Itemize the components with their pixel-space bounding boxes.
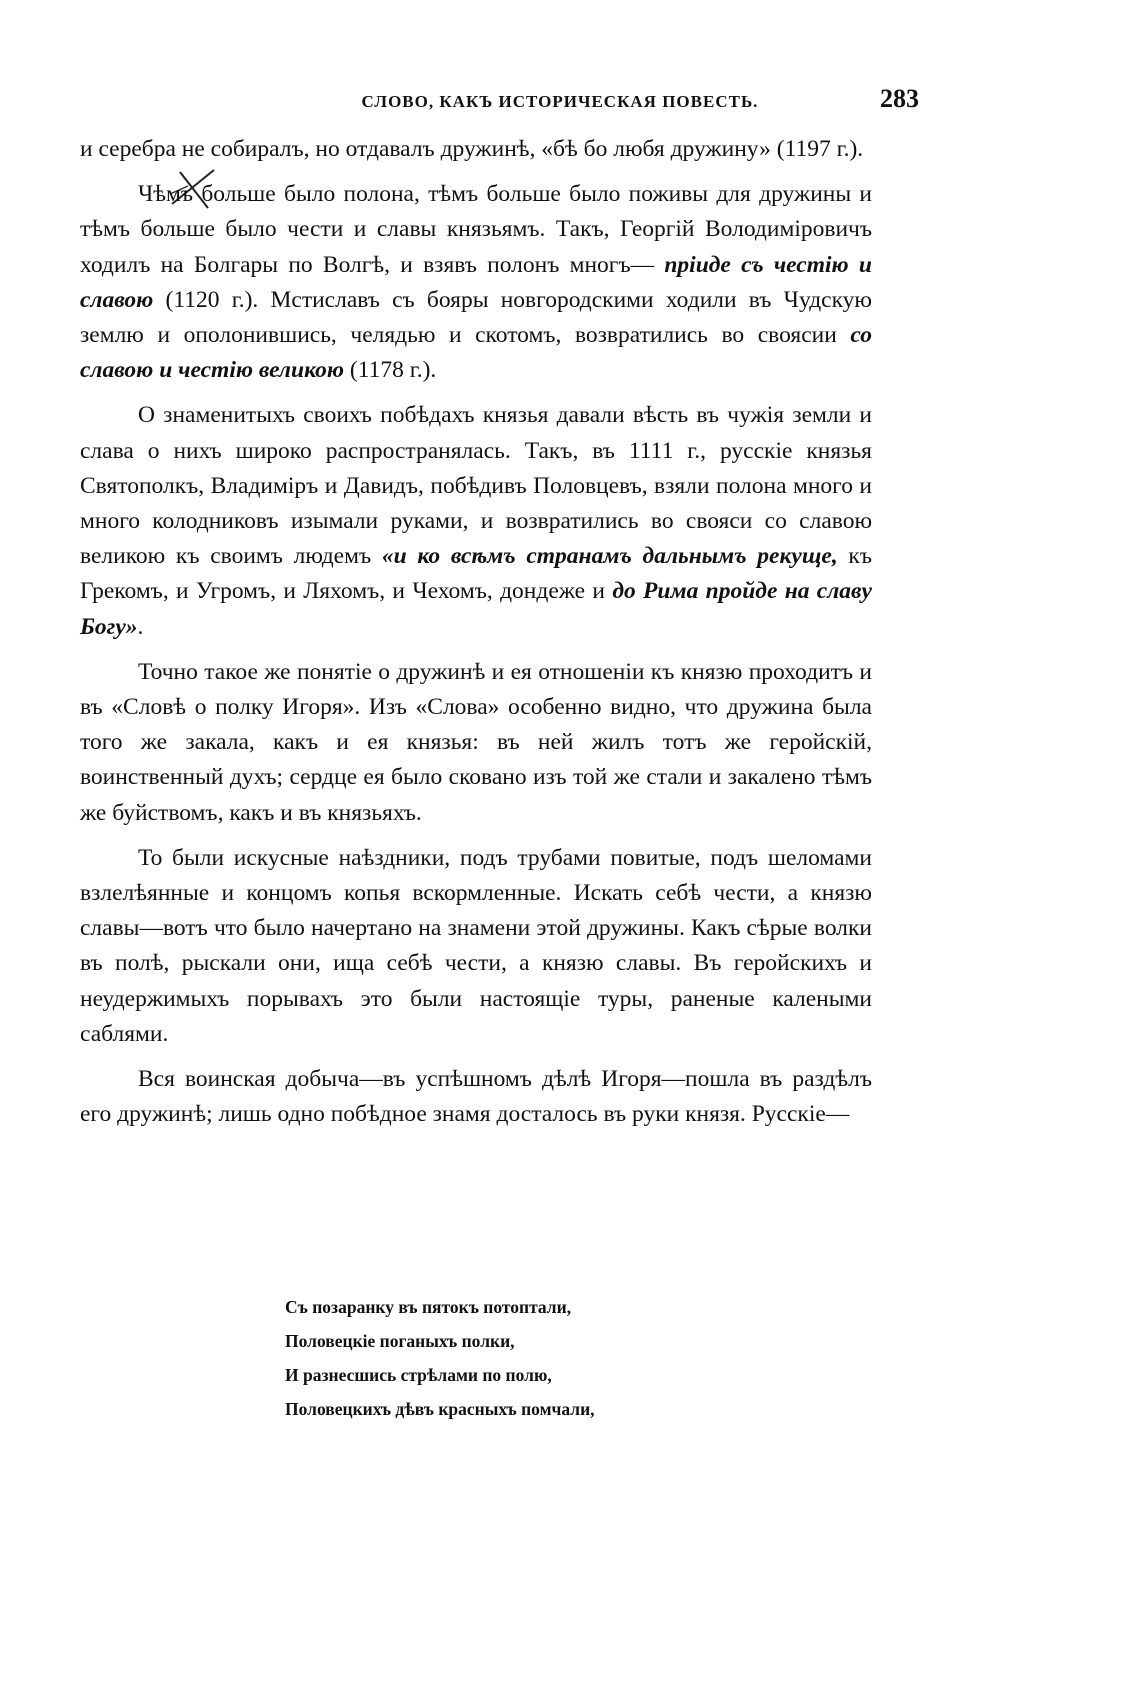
paragraph-3	[80, 398, 872, 644]
running-title: СЛОВО, КАКЪ ИСТОРИЧЕСКАЯ ПОВЕСТЬ.	[361, 92, 759, 111]
verse-line: Половецкіе поганыхъ полки,	[285, 1331, 515, 1351]
verse-line: И разнесшись стрѣлами по полю,	[285, 1365, 552, 1385]
text-segment: Чѣмъ больше было полона, тѣмъ больше было поживы для дружины и тѣмъ больше было чести и славы князьямъ. Такъ, Георгій Володиміровичъ ходилъ на Болгары по Волгѣ, и взявъ полонъ многъ—	[80, 181, 872, 278]
italic-quote: до Рима пройде на славу Богу»	[80, 578, 872, 640]
text-segment: къ Грекомъ, и Угромъ, и Ляхомъ, и Чехомъ, дондеже и	[80, 543, 872, 605]
paragraph-5	[80, 841, 872, 1052]
verse-line: Половецкихъ дѣвъ красныхъ помчали,	[285, 1399, 595, 1419]
body-text	[80, 132, 872, 1142]
text-segment: (1120 г.). Мстиславъ съ бояры новгородскими ходили въ Чудскую землю и ополонившись, челядью и скотомъ, возвратились во своясии	[80, 286, 872, 349]
page-number: 283	[880, 84, 919, 113]
text-segment: То были искусные наѣздники, подъ трубами повитые, подъ шеломами взлелѣянные и концомъ копья вскормленные. Искать себѣ чести, а князю славы—вотъ что было начертано на знамени этой дружины. Какъ сѣрые волки въ полѣ, рыскали они, ища себѣ чести, а князю славы. Въ геройскихъ и неудержимыхъ порывахъ это были настоящіе туры, раненые калеными саблями.	[80, 844, 872, 1047]
verse-quote	[285, 1290, 595, 1426]
verse-line: Съ позаранку въ пятокъ потоптали,	[285, 1297, 572, 1317]
text-segment: Точно такое же понятіе о дружинѣ и ея отношеніи къ князю проходитъ и въ «Словѣ о полку Игоря». Изъ «Слова» особенно видно, что дружина была того же закала, какъ и ея князья: въ ней жилъ тотъ же геройскій, воинственный духъ; сердце ея было сковано изъ той же стали и закалено тѣмъ же буйствомъ, какъ и въ князьяхъ.	[80, 658, 872, 826]
paragraph-2	[80, 177, 872, 388]
italic-quote: «и ко всѣмъ странамъ дальнымъ рекуще,	[381, 543, 838, 570]
italic-quote: со славою и честію великою	[80, 322, 872, 384]
text-segment: Вся воинская добыча—въ успѣшномъ дѣлѣ Игоря—пошла въ раздѣлъ его дружинѣ; лишь одно побѣдное знамя досталось въ руки князя. Русскіе—	[80, 1066, 872, 1128]
text-segment: О знаменитыхъ своихъ побѣдахъ князья давали вѣсть въ чужія земли и слава о нихъ широко распространялась. Такъ, въ 1111 г., русскіе князья Святополкъ, Владиміръ и Давидъ, побѣдивъ Половцевъ, взяли полона много и много колодниковъ изымали руками, и возвратились во свояси со славою великою къ своимъ людемъ	[80, 402, 872, 570]
italic-quote: пріиде съ честію и славою	[80, 251, 872, 313]
paragraph-4	[80, 655, 872, 831]
paragraph-6	[80, 1062, 872, 1132]
text-segment: (1178 г.).	[344, 357, 437, 384]
text-segment: и серебра не собиралъ, но отдавалъ дружинѣ, «бѣ бо любя дружину» (1197 г.).	[80, 136, 864, 162]
text-segment: .	[137, 613, 144, 640]
paragraph-1	[80, 132, 872, 167]
